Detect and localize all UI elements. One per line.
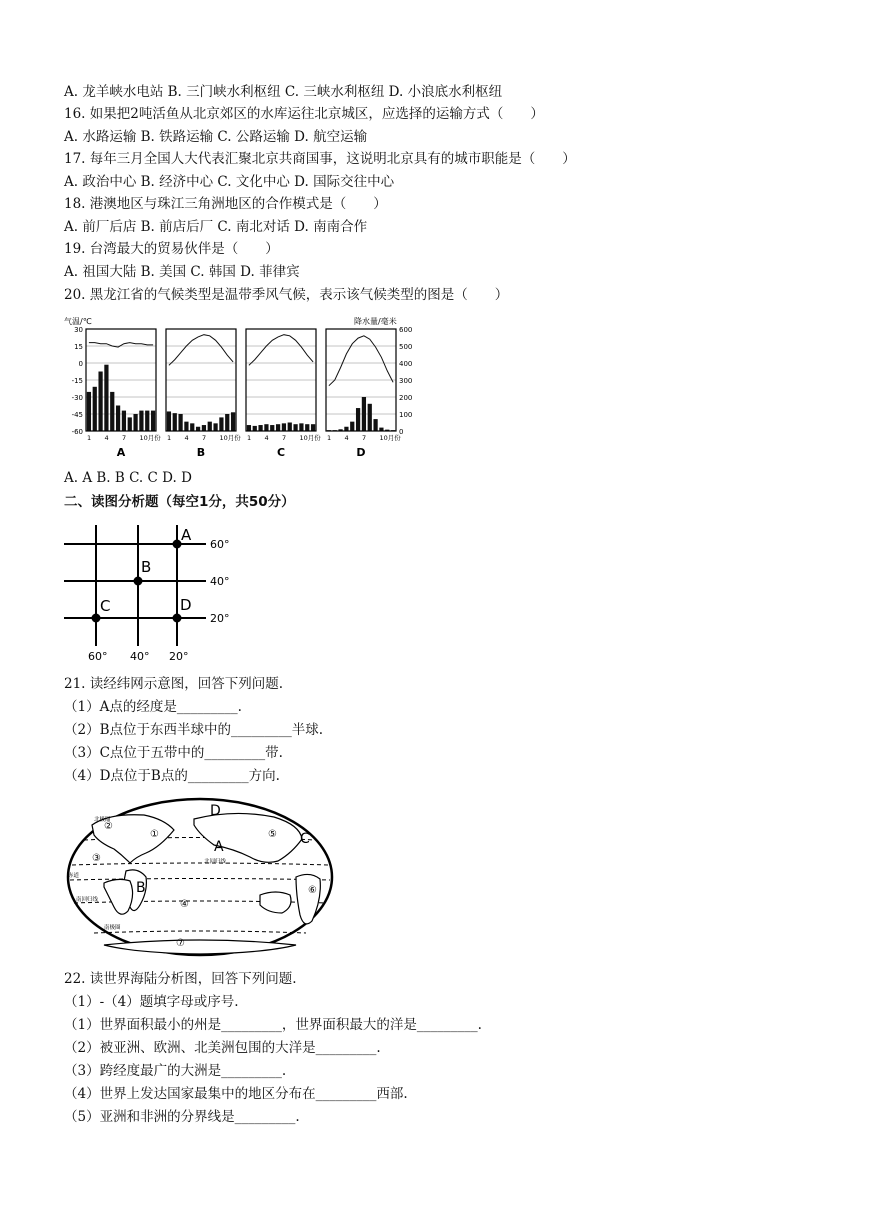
precip-bar xyxy=(299,423,303,431)
section2-title: 二、读图分析题（每空1分，共50分） xyxy=(64,494,295,510)
precip-bar xyxy=(362,397,366,431)
precip-bar xyxy=(151,411,155,431)
precip-bar xyxy=(311,424,315,431)
grid-label-a: A xyxy=(181,526,192,544)
precip-bar xyxy=(264,424,268,431)
grid-point-d xyxy=(173,614,182,623)
precip-bar xyxy=(231,412,235,431)
precip-bar xyxy=(87,392,91,431)
precip-bar xyxy=(253,426,257,431)
month-tick-label: 10月份 xyxy=(299,434,321,442)
precip-bar xyxy=(128,417,132,431)
q20-options: A. A B. B C. C D. D xyxy=(64,470,192,486)
map-number-3: ③ xyxy=(92,853,101,864)
q17-options: A. 政治中心 B. 经济中心 C. 文化中心 D. 国际交往中心 xyxy=(64,174,395,190)
q22-part5: （5）亚洲和非洲的分界线是_________. xyxy=(64,1109,300,1125)
q22-part1: （1）世界面积最小的州是_________，世界面积最大的洋是_________. xyxy=(64,1017,482,1033)
temp-tick-label: -15 xyxy=(71,377,83,385)
q22-part3: （3）跨经度最广的大洲是_________. xyxy=(64,1063,287,1079)
q21-part4: （4）D点位于B点的_________方向. xyxy=(64,768,280,784)
label-antarctic-circle: 南极圈 xyxy=(104,925,121,931)
grid-point-b xyxy=(134,577,143,586)
month-tick-label: 1 xyxy=(87,434,92,442)
q22-part2: （2）被亚洲、欧洲、北美洲包围的大洋是_________. xyxy=(64,1040,381,1056)
antarctica-shape xyxy=(104,940,296,954)
lat-label-40: 40° xyxy=(210,575,230,588)
panel-label: A xyxy=(116,446,126,459)
precip-bar xyxy=(305,424,309,431)
month-tick-label: 7 xyxy=(122,434,127,442)
precip-bar xyxy=(350,422,354,431)
grid-label-d: D xyxy=(180,596,192,614)
q21-stem: 21. 读经纬网示意图，回答下列问题. xyxy=(64,676,284,692)
precip-bar xyxy=(104,365,108,431)
temp-tick-label: -30 xyxy=(71,394,83,402)
precip-bar xyxy=(368,404,372,431)
map-number-4: ④ xyxy=(180,899,189,910)
month-tick-label: 1 xyxy=(167,434,172,442)
grid-label-b: B xyxy=(141,558,152,576)
precip-bar xyxy=(139,411,143,431)
precip-bar xyxy=(184,422,188,431)
precip-bar xyxy=(133,414,137,431)
panel-label: C xyxy=(276,446,286,459)
temp-axis-label: 气温/℃ xyxy=(64,317,92,326)
q19-stem: 19. 台湾最大的贸易伙伴是（ ） xyxy=(64,241,279,257)
precip-bar xyxy=(167,411,171,431)
precip-bar xyxy=(178,414,182,431)
q21-part1: （1）A点的经度是_________. xyxy=(64,699,242,715)
precip-bar xyxy=(288,423,292,432)
label-tropic-capricorn: 南回归线 xyxy=(76,897,99,903)
precip-bar xyxy=(356,408,360,431)
precip-bar xyxy=(110,392,114,431)
q19-options: A. 祖国大陆 B. 美国 C. 韩国 D. 菲律宾 xyxy=(64,264,300,280)
label-tropic-cancer: 北回归线 xyxy=(204,859,227,865)
climate-chart xyxy=(62,313,422,465)
precip-bar xyxy=(196,427,200,431)
temp-tick-label: -45 xyxy=(71,411,83,419)
q22-part4: （4）世界上发达国家最集中的地区分布在_________西部. xyxy=(64,1086,408,1102)
precip-bar xyxy=(219,417,223,431)
q22-stem: 22. 读世界海陆分析图，回答下列问题. xyxy=(64,971,297,987)
q21-part2: （2）B点位于东西半球中的_________半球. xyxy=(64,722,324,738)
precip-bar xyxy=(258,425,262,431)
precip-bar xyxy=(122,411,126,431)
panel-label: B xyxy=(196,446,206,459)
map-letter-d: D xyxy=(210,803,221,819)
precip-bar xyxy=(208,422,212,431)
map-letter-a: A xyxy=(214,839,224,855)
lat-label-60: 60° xyxy=(210,538,230,551)
precip-tick-label: 300 xyxy=(399,377,413,385)
climate-panel-b xyxy=(166,329,241,459)
month-tick-label: 1 xyxy=(327,434,332,442)
precip-bar xyxy=(225,414,229,431)
lon-label-60: 60° xyxy=(88,650,108,663)
q16-stem: 16. 如果把2吨活鱼从北京郊区的水库运往北京城区，应选择的运输方式（ ） xyxy=(64,106,544,122)
q17-stem: 17. 每年三月全国人大代表汇聚北京共商国事，这说明北京具有的城市职能是（ ） xyxy=(64,151,576,167)
precip-bar xyxy=(116,406,120,432)
lat-lon-grid xyxy=(64,520,254,665)
map-number-2: ② xyxy=(104,821,113,832)
month-tick-label: 4 xyxy=(344,434,349,442)
q15-options: A. 龙羊峡水电站 B. 三门峡水利枢纽 C. 三峡水利枢纽 D. 小浪底水利枢纽 xyxy=(64,84,503,100)
lon-label-40: 40° xyxy=(130,650,150,663)
temperature-line xyxy=(329,336,393,386)
month-tick-label: 1 xyxy=(247,434,252,442)
climate-panel-a xyxy=(86,329,161,459)
map-letter-b: B xyxy=(136,880,146,896)
precip-bar xyxy=(293,424,297,431)
precip-tick-label: 400 xyxy=(399,360,413,368)
precip-bar xyxy=(173,413,177,431)
precip-bar xyxy=(145,411,149,431)
precip-bar xyxy=(247,425,251,431)
precip-bar xyxy=(190,423,194,431)
precip-bar xyxy=(93,387,97,431)
precip-tick-label: 600 xyxy=(399,326,413,334)
month-tick-label: 10月份 xyxy=(219,434,241,442)
precip-tick-label: 500 xyxy=(399,343,413,351)
precip-bar xyxy=(202,425,206,431)
precip-bar xyxy=(98,372,102,432)
q22-note: （1）-（4）题填字母或序号. xyxy=(64,994,239,1010)
grid-label-c: C xyxy=(100,597,111,615)
precip-bar xyxy=(282,423,286,431)
month-tick-label: 7 xyxy=(282,434,287,442)
precip-bar xyxy=(270,425,274,431)
temperature-line xyxy=(169,335,233,366)
climate-panel-d xyxy=(326,329,404,459)
world-sea-land-map xyxy=(64,795,336,960)
month-tick-label: 7 xyxy=(362,434,367,442)
month-tick-label: 7 xyxy=(202,434,207,442)
q18-options: A. 前厂后店 B. 前店后厂 C. 南北对话 D. 南南合作 xyxy=(64,219,368,235)
temp-tick-label: -60 xyxy=(71,428,83,436)
month-tick-label: 10月份 xyxy=(379,434,401,442)
temp-tick-label: 0 xyxy=(78,360,83,368)
map-number-1: ① xyxy=(150,829,159,840)
map-number-7: ⑦ xyxy=(176,938,185,949)
label-equator: 赤道 xyxy=(68,873,80,879)
temperature-line xyxy=(89,343,153,348)
precip-tick-label: 200 xyxy=(399,394,413,402)
map-number-6: ⑥ xyxy=(308,885,317,896)
q20-stem: 20. 黑龙江省的气候类型是温带季风气候，表示该气候类型的图是（ ） xyxy=(64,287,509,303)
q16-options: A. 水路运输 B. 铁路运输 C. 公路运输 D. 航空运输 xyxy=(64,129,368,145)
temp-tick-label: 15 xyxy=(74,343,83,351)
q18-stem: 18. 港澳地区与珠江三角洲地区的合作模式是（ ） xyxy=(64,196,387,212)
precip-bar xyxy=(344,427,348,431)
precip-bar xyxy=(213,423,217,431)
month-tick-label: 4 xyxy=(104,434,109,442)
month-tick-label: 10月份 xyxy=(139,434,161,442)
precip-axis-label: 降水量/毫米 xyxy=(354,317,397,326)
month-tick-label: 4 xyxy=(264,434,269,442)
climate-panel-c xyxy=(246,329,321,459)
temp-tick-label: 30 xyxy=(74,326,83,334)
lat-label-20: 20° xyxy=(210,612,230,625)
precip-tick-label: 100 xyxy=(399,411,413,419)
precip-bar xyxy=(276,424,280,431)
panel-label: D xyxy=(356,446,366,459)
precip-bar xyxy=(373,419,377,431)
lon-label-20: 20° xyxy=(169,650,189,663)
map-letter-c: C xyxy=(300,831,310,847)
q21-part3: （3）C点位于五带中的_________带. xyxy=(64,745,283,761)
month-tick-label: 4 xyxy=(184,434,189,442)
precip-tick-label: 0 xyxy=(399,428,404,436)
map-number-5: ⑤ xyxy=(268,829,277,840)
temperature-line xyxy=(249,335,313,366)
label-arctic-circle: 北极圈 xyxy=(94,817,111,823)
